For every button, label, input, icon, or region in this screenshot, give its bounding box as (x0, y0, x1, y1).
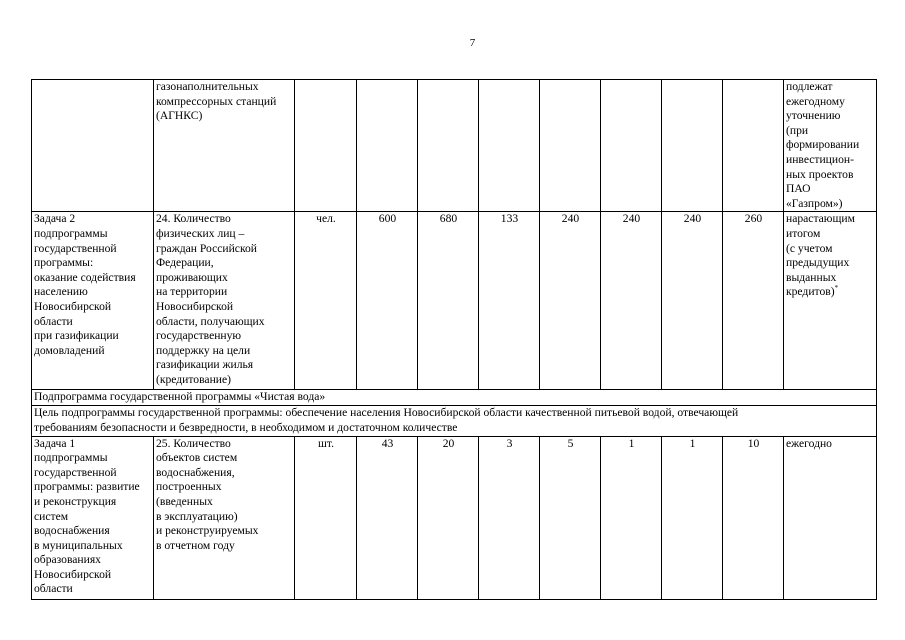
indicator-line: проживающих (156, 270, 228, 284)
indicator-cell (154, 212, 295, 390)
indicator-line: и реконструируемых (156, 524, 259, 538)
value-cell: 1 (601, 436, 662, 599)
task-line: государственной (34, 465, 117, 479)
value-cell: 240 (662, 212, 723, 390)
goal-line: требованиям безопасности и безвредности, в необходимом и достаточном количестве (34, 420, 458, 434)
subprogram-goal (32, 406, 877, 436)
note-line: (с учетом (786, 241, 833, 255)
indicator-line: 25. Количество (156, 436, 231, 450)
value-cell (540, 80, 601, 212)
indicator-line: поддержку на цели (156, 343, 251, 357)
task-line: Задача 1 (34, 436, 76, 450)
value-cell (357, 80, 418, 212)
value-cell: 240 (601, 212, 662, 390)
unit-cell (295, 80, 357, 212)
task-line: Новосибирской (34, 299, 112, 313)
note-line: уточнению (786, 109, 841, 123)
table-row (32, 406, 877, 436)
indicator-line: (кредитование) (156, 372, 231, 386)
table-row (32, 390, 877, 406)
value-cell (418, 80, 479, 212)
value-cell: 3 (479, 436, 540, 599)
task-line: водоснабжения (34, 524, 110, 538)
note-line: предыдущих (786, 256, 850, 270)
note-cell (784, 212, 877, 390)
value-cell: 260 (723, 212, 784, 390)
note-line: ежегодно (786, 436, 832, 450)
footnote-marker: * (834, 284, 839, 293)
task-cell (32, 80, 154, 212)
note-line: «Газпром») (786, 196, 843, 210)
table-row (32, 80, 877, 212)
indicators-table (31, 79, 877, 600)
task-line: при газификации (34, 329, 119, 343)
subprogram-title: Подпрограмма государственной программы «Чистая вода» (32, 390, 877, 406)
value-cell: 240 (540, 212, 601, 390)
note-line: итогом (786, 226, 821, 240)
indicator-line: объектов систем (156, 451, 238, 465)
table-row (32, 436, 877, 599)
indicator-line: (АГНКС) (156, 109, 203, 123)
indicator-line: граждан Российской (156, 241, 257, 255)
note-line: выданных (786, 270, 837, 284)
value-cell: 600 (357, 212, 418, 390)
task-line: в муниципальных (34, 538, 123, 552)
task-line: области (34, 582, 73, 596)
note-line: ных проектов (786, 167, 854, 181)
indicator-line: (введенных (156, 494, 213, 508)
indicator-line: физических лиц – (156, 226, 245, 240)
unit-cell: чел. (295, 212, 357, 390)
note-line: подлежат (786, 80, 833, 93)
indicator-line: Новосибирской (156, 299, 234, 313)
task-line: программы: (34, 256, 94, 270)
task-line: подпрограммы (34, 226, 108, 240)
value-cell: 133 (479, 212, 540, 390)
note-line: ежегодному (786, 94, 845, 108)
indicator-line: водоснабжения, (156, 465, 235, 479)
task-line: образованиях (34, 553, 101, 567)
task-line: оказание содействия (34, 270, 136, 284)
task-line: населению (34, 285, 88, 299)
task-line: программы: развитие (34, 480, 140, 494)
task-line: Задача 2 (34, 212, 76, 226)
indicator-line: газификации жилья (156, 358, 254, 372)
unit-cell: шт. (295, 436, 357, 599)
value-cell: 20 (418, 436, 479, 599)
note-line: нарастающим (786, 212, 855, 226)
indicator-line: Федерации, (156, 256, 214, 270)
value-cell (723, 80, 784, 212)
indicator-line: построенных (156, 480, 222, 494)
task-line: домовладений (34, 343, 105, 357)
indicator-line: государственную (156, 329, 242, 343)
value-cell: 43 (357, 436, 418, 599)
value-cell: 10 (723, 436, 784, 599)
value-cell: 680 (418, 212, 479, 390)
note-line: ПАО (786, 182, 811, 196)
task-line: государственной (34, 241, 117, 255)
task-line: Новосибирской (34, 567, 112, 581)
note-cell (784, 80, 877, 212)
note-line (786, 285, 875, 300)
task-cell (32, 212, 154, 390)
table-row (32, 212, 877, 390)
value-cell: 1 (662, 436, 723, 599)
note-line: формировании (786, 138, 860, 152)
note-line: инвестицион- (786, 152, 854, 166)
indicator-line: в эксплуатацию) (156, 509, 238, 523)
note-line: (при (786, 123, 809, 137)
goal-line: Цель подпрограммы государственной программы: обеспечение населения Новосибирской области качественной питьевой водой, отвечающей (34, 406, 739, 420)
task-line: и реконструкция (34, 494, 117, 508)
indicator-line: в отчетном году (156, 538, 235, 552)
task-line: подпрограммы (34, 451, 108, 465)
value-cell: 5 (540, 436, 601, 599)
indicator-line: области, получающих (156, 314, 265, 328)
note-text: кредитов) (786, 285, 835, 299)
indicator-line: компрессорных станций (156, 94, 277, 108)
indicator-line: газонаполнительных (156, 80, 259, 93)
task-line: области (34, 314, 73, 328)
indicator-line: 24. Количество (156, 212, 231, 226)
task-cell (32, 436, 154, 599)
indicator-cell (154, 80, 295, 212)
value-cell (601, 80, 662, 212)
note-cell (784, 436, 877, 599)
value-cell (479, 80, 540, 212)
value-cell (662, 80, 723, 212)
task-line: систем (34, 509, 69, 523)
indicator-line: на территории (156, 285, 228, 299)
indicator-cell (154, 436, 295, 599)
page-number: 7 (469, 37, 476, 49)
